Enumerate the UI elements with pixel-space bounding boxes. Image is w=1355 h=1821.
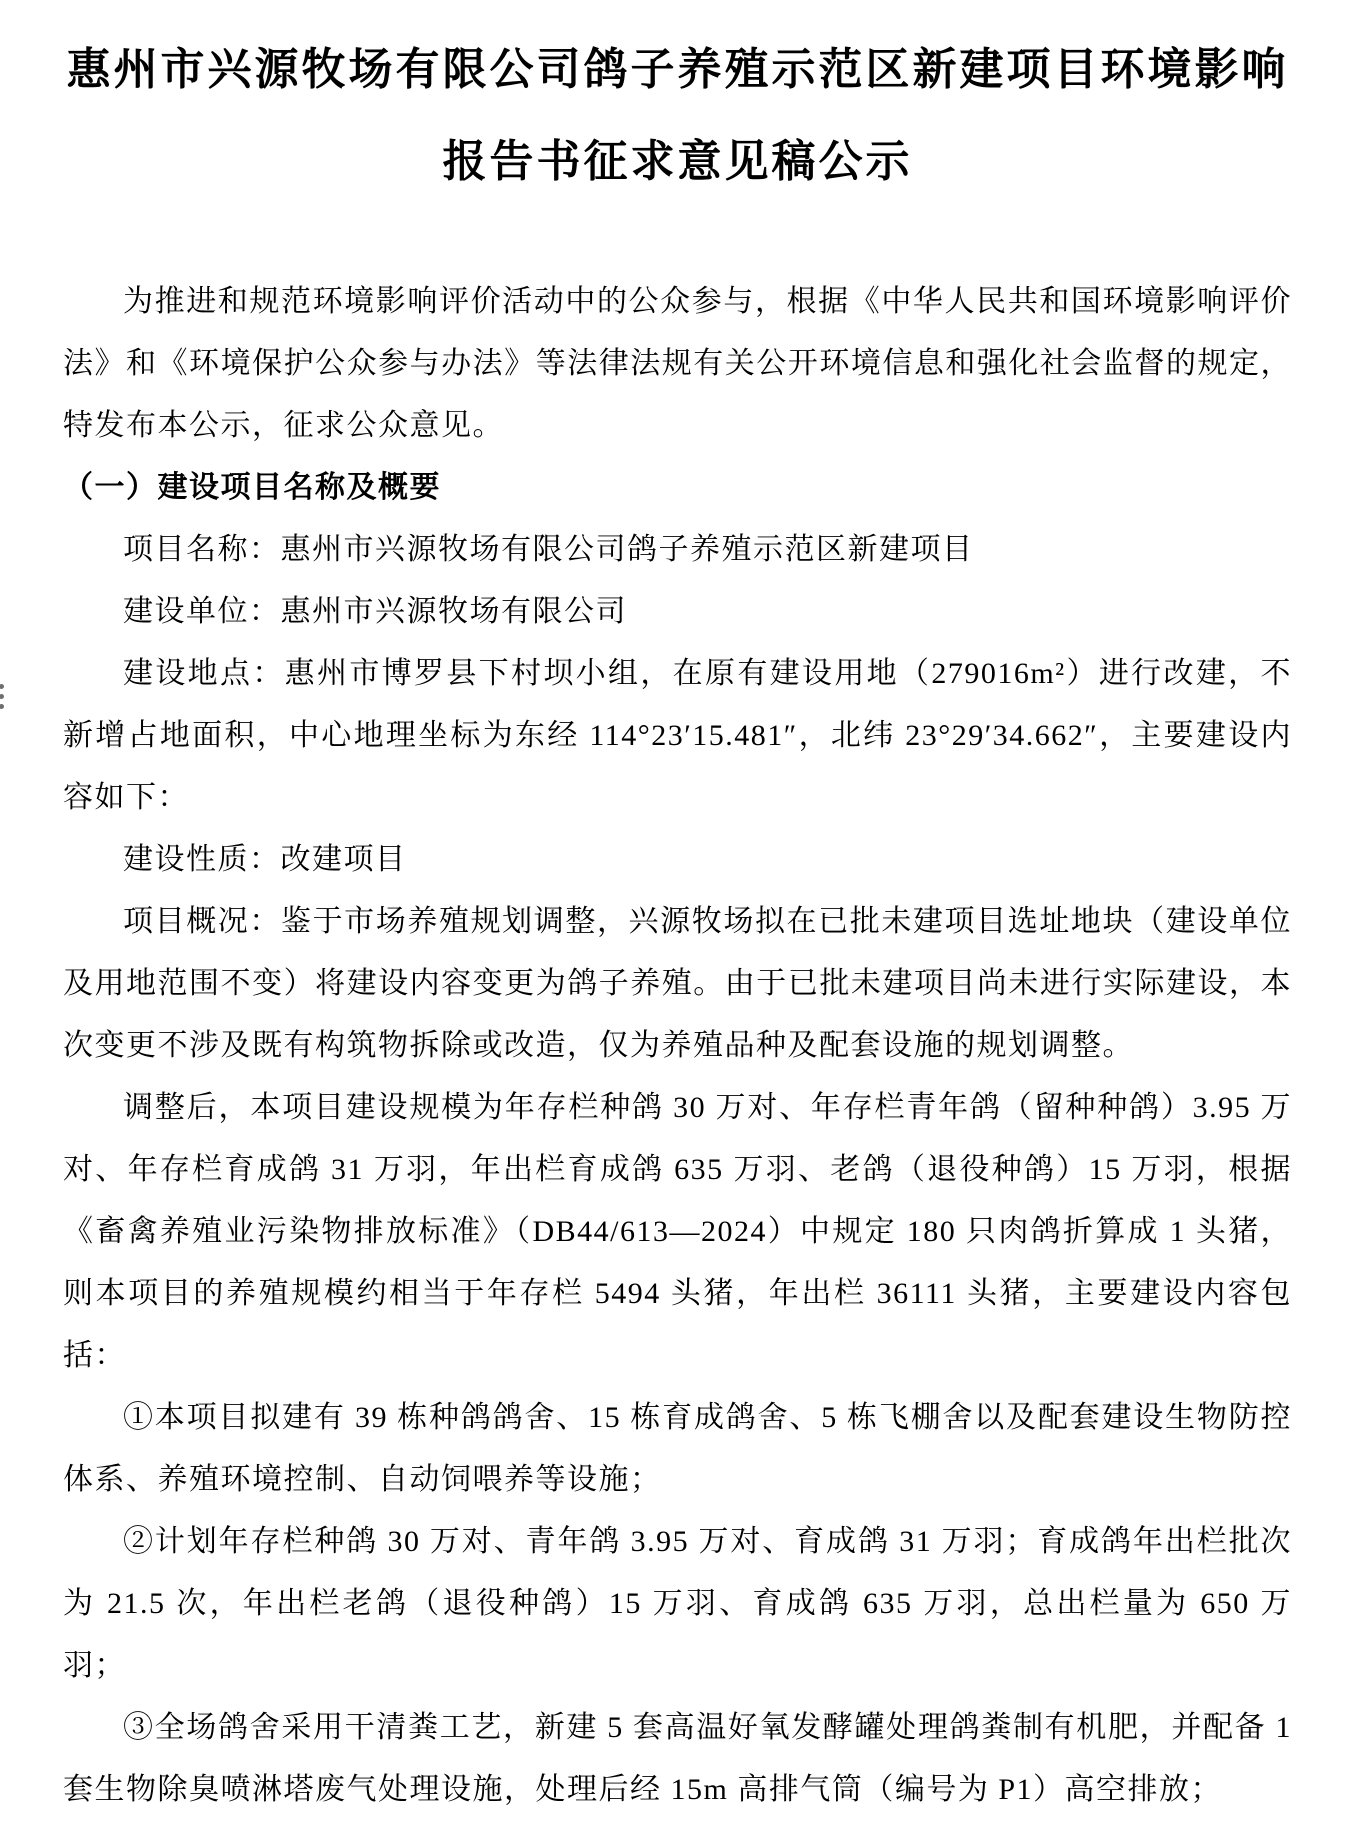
project-overview-paragraph: 项目概况：鉴于市场养殖规划调整，兴源牧场拟在已批未建项目选址地块（建设单位及用地范围不变）将建设内容变更为鸽子养殖。由于已批未建项目尚未进行实际建设，本次变更不涉及既有构筑物拆除或改造，仅为养殖品种及配套设施的规划调整。 <box>63 905 1292 1062</box>
document-title-line2: 报告书征求意见稿公示 <box>442 137 913 186</box>
intro-paragraph: 为推进和规范环境影响评价活动中的公众参与，根据《中华人民共和国环境影响评价法》和《环境保护公众参与办法》等法律法规有关公开环境信息和强化社会监督的规定，特发布本公示，征求公众意见。 <box>63 285 1292 442</box>
document-title <box>63 24 1292 208</box>
document-page <box>0 24 1355 1806</box>
section1-heading: （一）建设项目名称及概要 <box>63 471 441 504</box>
build-content-item-2-paragraph: ②计划年存栏种鸽 30 万对、青年鸽 3.95 万对、育成鸽 31 万羽；育成鸽年出栏批次为 21.5 次，年出栏老鸽（退役种鸽）15 万羽、育成鸽 635 万羽，总出栏量为 650 万羽； <box>63 1525 1292 1682</box>
construction-site-paragraph: 建设地点：惠州市博罗县下村坝小组，在原有建设用地（279016m²）进行改建，不新增占地面积，中心地理坐标为东经 114°23′15.481″，北纬 23°29′34.662″，主要建设内容如下： <box>63 657 1292 814</box>
left-margin-drag-handle-icon[interactable] <box>0 684 7 709</box>
construction-nature-paragraph: 建设性质：改建项目 <box>123 843 407 876</box>
scale-summary-paragraph: 调整后，本项目建设规模为年存栏种鸽 30 万对、年存栏青年鸽（留种种鸽）3.95 万对、年存栏育成鸽 31 万羽，年出栏育成鸽 635 万羽、老鸽（退役种鸽）15 万羽，根据《畜禽养殖业污染物排放标准》（DB44/613—2024）中规定 180 只肉鸽折算成 1 头猪，则本项目的养殖规模约相当于年存栏 5494 头猪，年出栏 36111 头猪，主要建设内容包括： <box>63 1091 1292 1372</box>
construction-unit-paragraph: 建设单位：惠州市兴源牧场有限公司 <box>123 595 627 628</box>
document-title-line1: 惠州市兴源牧场有限公司鸽子养殖示范区新建项目环境影响 <box>66 45 1289 94</box>
document-content <box>0 24 1355 1821</box>
dot <box>0 694 4 699</box>
dot <box>0 704 4 709</box>
build-content-item-1-paragraph: ①本项目拟建有 39 栋种鸽鸽舍、15 栋育成鸽舍、5 栋飞棚舍以及配套建设生物防控体系、养殖环境控制、自动饲喂养等设施； <box>63 1401 1292 1496</box>
build-content-item-3-paragraph: ③全场鸽舍采用干清粪工艺，新建 5 套高温好氧发酵罐处理鸽粪制有机肥，并配备 1 套生物除臭喷淋塔废气处理设施，处理后经 15m 高排气筒（编号为 P1）高空排放； <box>63 1711 1292 1806</box>
dot <box>0 684 4 689</box>
project-name-paragraph: 项目名称：惠州市兴源牧场有限公司鸽子养殖示范区新建项目 <box>123 533 974 566</box>
